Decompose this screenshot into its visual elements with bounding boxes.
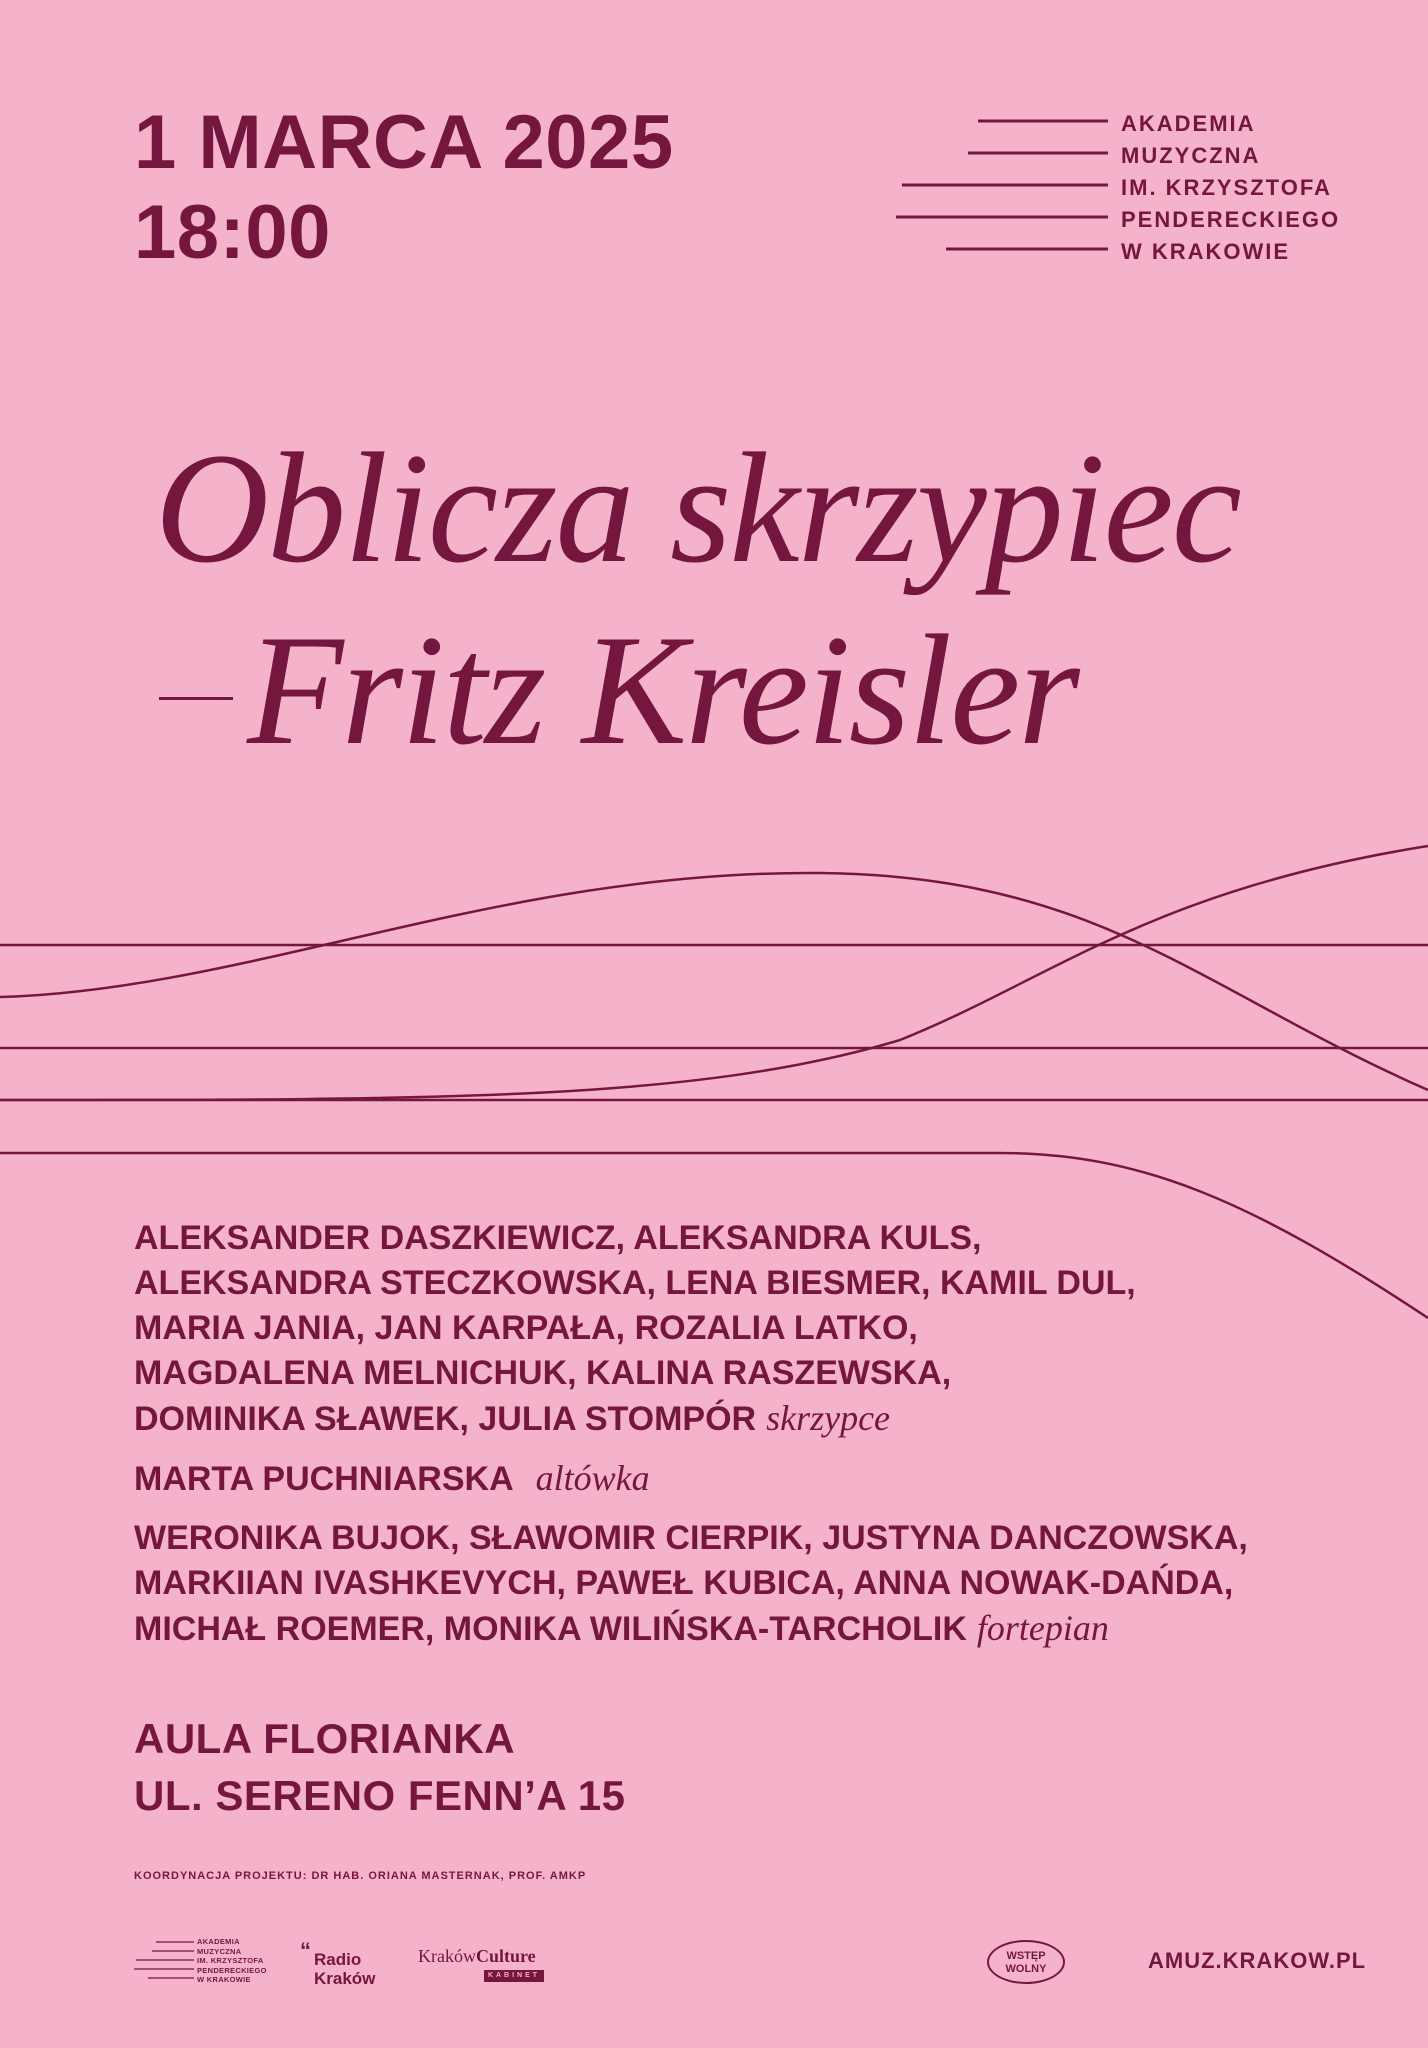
venue-name: AULA FLORIANKA	[134, 1715, 516, 1762]
free-admission-badge	[987, 1940, 1065, 1984]
footer-academy-logo-lines	[134, 1940, 196, 1982]
performers-list	[134, 1216, 1248, 1666]
footer-logo-line: W KRAKOWIE	[197, 1975, 251, 1984]
venue	[134, 1710, 626, 1824]
instrument-label: fortepian	[976, 1608, 1109, 1648]
radio-logo-line-1: Radio	[314, 1950, 362, 1969]
academy-logo-line: MUZYCZNA	[1121, 143, 1261, 168]
performer-line: MAGDALENA MELNICHUK, KALINA RASZEWSKA,	[134, 1354, 952, 1392]
footer-logo-line: IM. KRZYSZTOFA	[197, 1956, 264, 1965]
radio-logo-line-2: Kraków	[314, 1969, 376, 1988]
instrument-label: altówka	[535, 1458, 650, 1498]
badge-line-2: WOLNY	[1005, 1963, 1047, 1975]
culture-logo-kabinet: KABINET	[484, 1970, 544, 1982]
violin-group	[134, 1216, 1248, 1442]
performer-line: DOMINIKA SŁAWEK, JULIA STOMPÓR	[134, 1400, 757, 1438]
concert-title	[155, 418, 1240, 782]
culture-logo-part-a: Kraków	[418, 1946, 476, 1966]
academy-logo-line: PENDERECKIEGO	[1121, 207, 1341, 232]
academy-logo-text	[1121, 108, 1340, 268]
performer-line: MARKIIAN IVASHKEVYCH, PAWEŁ KUBICA, ANNA NOWAK-DAŃDA,	[134, 1564, 1234, 1602]
badge-line-1: WSTĘP	[1006, 1950, 1046, 1962]
performer-line: ALEKSANDRA STECZKOWSKA, LENA BIESMER, KAMIL DUL,	[134, 1264, 1136, 1302]
academy-logo-line: IM. KRZYSZTOFA	[1121, 175, 1332, 200]
footer-logo-line: PENDERECKIEGO	[197, 1965, 267, 1975]
academy-logo-lines	[896, 110, 1124, 258]
academy-logo-line: W KRAKOWIE	[1121, 239, 1291, 264]
performer-line: MARTA PUCHNIARSKA	[134, 1460, 514, 1498]
project-coordination: KOORDYNACJA PROJEKTU: DR HAB. ORIANA MASTERNAK, PROF. AMKP	[134, 1870, 587, 1882]
website-link[interactable]: AMUZ.KRAKOW.PL	[1148, 1948, 1367, 1973]
performer-line: MICHAŁ ROEMER, MONIKA WILIŃSKA-TARCHOLIK	[134, 1610, 967, 1648]
event-datetime	[134, 98, 674, 278]
footer-logo-line: AKADEMIA	[197, 1937, 240, 1946]
performer-line: MARIA JANIA, JAN KARPAŁA, ROZALIA LATKO,	[134, 1309, 918, 1347]
viola-group	[134, 1456, 1248, 1502]
krakow-culture-logo	[418, 1946, 536, 1967]
culture-logo-part-b: Culture	[475, 1946, 536, 1966]
event-time: 18:00	[134, 190, 331, 275]
piano-group	[134, 1516, 1248, 1652]
radio-quote-icon: “	[300, 1938, 311, 1963]
instrument-label: skrzypce	[766, 1398, 891, 1438]
title-line-2: Fritz Kreisler	[247, 603, 1078, 778]
performer-line: WERONIKA BUJOK, SŁAWOMIR CIERPIK, JUSTYNA DANCZOWSKA,	[134, 1519, 1248, 1557]
venue-address: UL. SERENO FENN’A 15	[134, 1772, 626, 1819]
event-date: 1 MARCA 2025	[134, 100, 674, 185]
footer-academy-logo	[197, 1937, 267, 1985]
footer-logo-line: MUZYCZNA	[197, 1946, 242, 1956]
academy-logo-line: AKADEMIA	[1121, 111, 1256, 136]
performer-line: ALEKSANDER DASZKIEWICZ, ALEKSANDRA KULS,	[134, 1219, 982, 1257]
title-dash	[159, 697, 233, 700]
title-line-1: Oblicza skrzypiec	[155, 421, 1240, 596]
